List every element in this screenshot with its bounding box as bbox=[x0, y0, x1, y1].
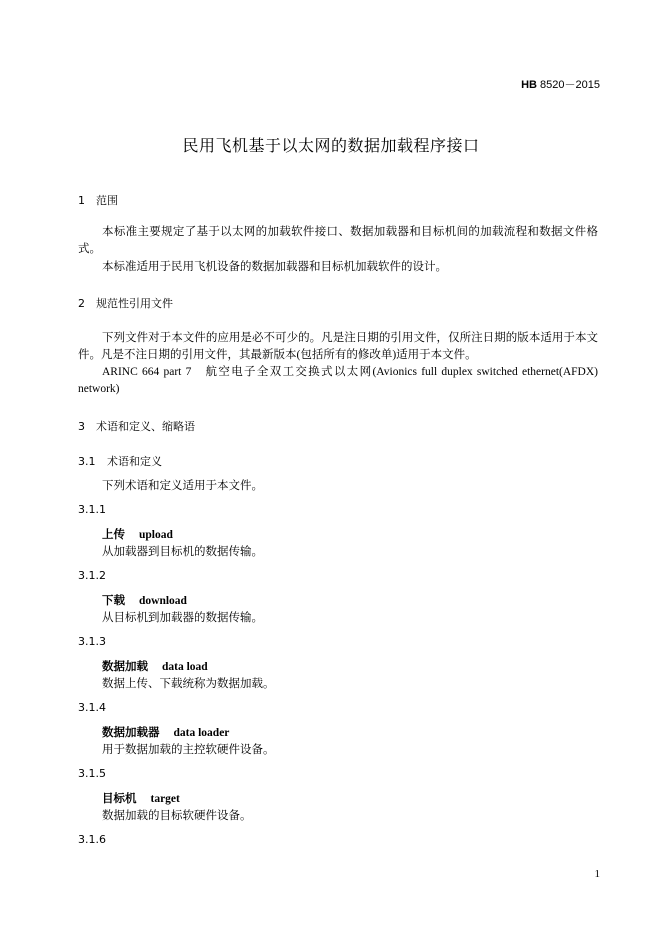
subsection-number: 3.1 bbox=[78, 455, 96, 468]
term-heading bbox=[102, 724, 229, 740]
page-number: 1 bbox=[594, 868, 600, 880]
term-number: 3.1.5 bbox=[78, 767, 106, 780]
document-title: 民用飞机基于以太网的数据加载程序接口 bbox=[182, 136, 480, 155]
term-number: 3.1.6 bbox=[78, 833, 106, 846]
subsection-3-1-intro: 下列术语和定义适用于本文件。 bbox=[102, 480, 263, 492]
term-definition: 用于数据加载的主控软硬件设备。 bbox=[102, 744, 275, 756]
section-number: 2 bbox=[78, 297, 85, 310]
section-number: 1 bbox=[78, 194, 85, 207]
term-en: data loader bbox=[173, 727, 230, 739]
section-3-heading bbox=[78, 418, 195, 434]
section-title: 术语和定义、缩略语 bbox=[96, 420, 195, 433]
term-definition: 数据上传、下载统称为数据加载。 bbox=[102, 678, 275, 690]
term-number: 3.1.3 bbox=[78, 635, 106, 648]
term-heading bbox=[102, 790, 180, 806]
term-en: download bbox=[139, 595, 187, 607]
term-definition: 从加载器到目标机的数据传输。 bbox=[102, 546, 263, 558]
section-1-paragraph-2: 本标准适用于民用飞机设备的数据加载器和目标机加载软件的设计。 bbox=[102, 261, 447, 273]
section-title: 规范性引用文件 bbox=[96, 297, 173, 310]
standard-prefix: HB bbox=[521, 79, 537, 91]
term-zh: 下载 bbox=[102, 595, 125, 607]
term-number: 3.1.2 bbox=[78, 569, 106, 582]
subsection-3-1-heading bbox=[78, 453, 162, 469]
term-zh: 数据加载 bbox=[102, 661, 148, 673]
term-en: target bbox=[150, 793, 180, 805]
term-en: upload bbox=[139, 529, 173, 541]
term-en: data load bbox=[162, 661, 208, 673]
standard-code: 8520－2015 bbox=[540, 79, 600, 91]
section-2-reference: ARINC 664 part 7 航空电子全双工交换式以太网(Avionics full duplex switched ethernet(AFDX) network) bbox=[78, 366, 598, 395]
term-zh: 上传 bbox=[102, 529, 125, 541]
section-2-paragraph-1: 下列文件对于本文件的应用是必不可少的。凡是注日期的引用文件，仅所注日期的版本适用于本文件。凡是不注日期的引用文件，其最新版本(包括所有的修改单)适用于本文件。 bbox=[78, 332, 598, 361]
term-heading bbox=[102, 658, 208, 674]
term-zh: 数据加载器 bbox=[102, 727, 160, 739]
term-heading bbox=[102, 526, 173, 542]
section-2-heading bbox=[78, 295, 173, 311]
section-title: 范围 bbox=[96, 194, 118, 207]
term-number: 3.1.4 bbox=[78, 701, 106, 714]
section-1-heading bbox=[78, 192, 118, 208]
standard-number bbox=[521, 76, 600, 92]
term-definition: 从目标机到加载器的数据传输。 bbox=[102, 612, 263, 624]
section-1-paragraph-1: 本标准主要规定了基于以太网的加载软件接口、数据加载器和目标机间的加载流程和数据文件格式。 bbox=[78, 226, 598, 255]
term-definition: 数据加载的目标软硬件设备。 bbox=[102, 810, 252, 822]
section-number: 3 bbox=[78, 420, 85, 433]
term-heading bbox=[102, 592, 187, 608]
term-number: 3.1.1 bbox=[78, 503, 106, 516]
term-zh: 目标机 bbox=[102, 793, 137, 805]
subsection-title: 术语和定义 bbox=[107, 455, 162, 468]
